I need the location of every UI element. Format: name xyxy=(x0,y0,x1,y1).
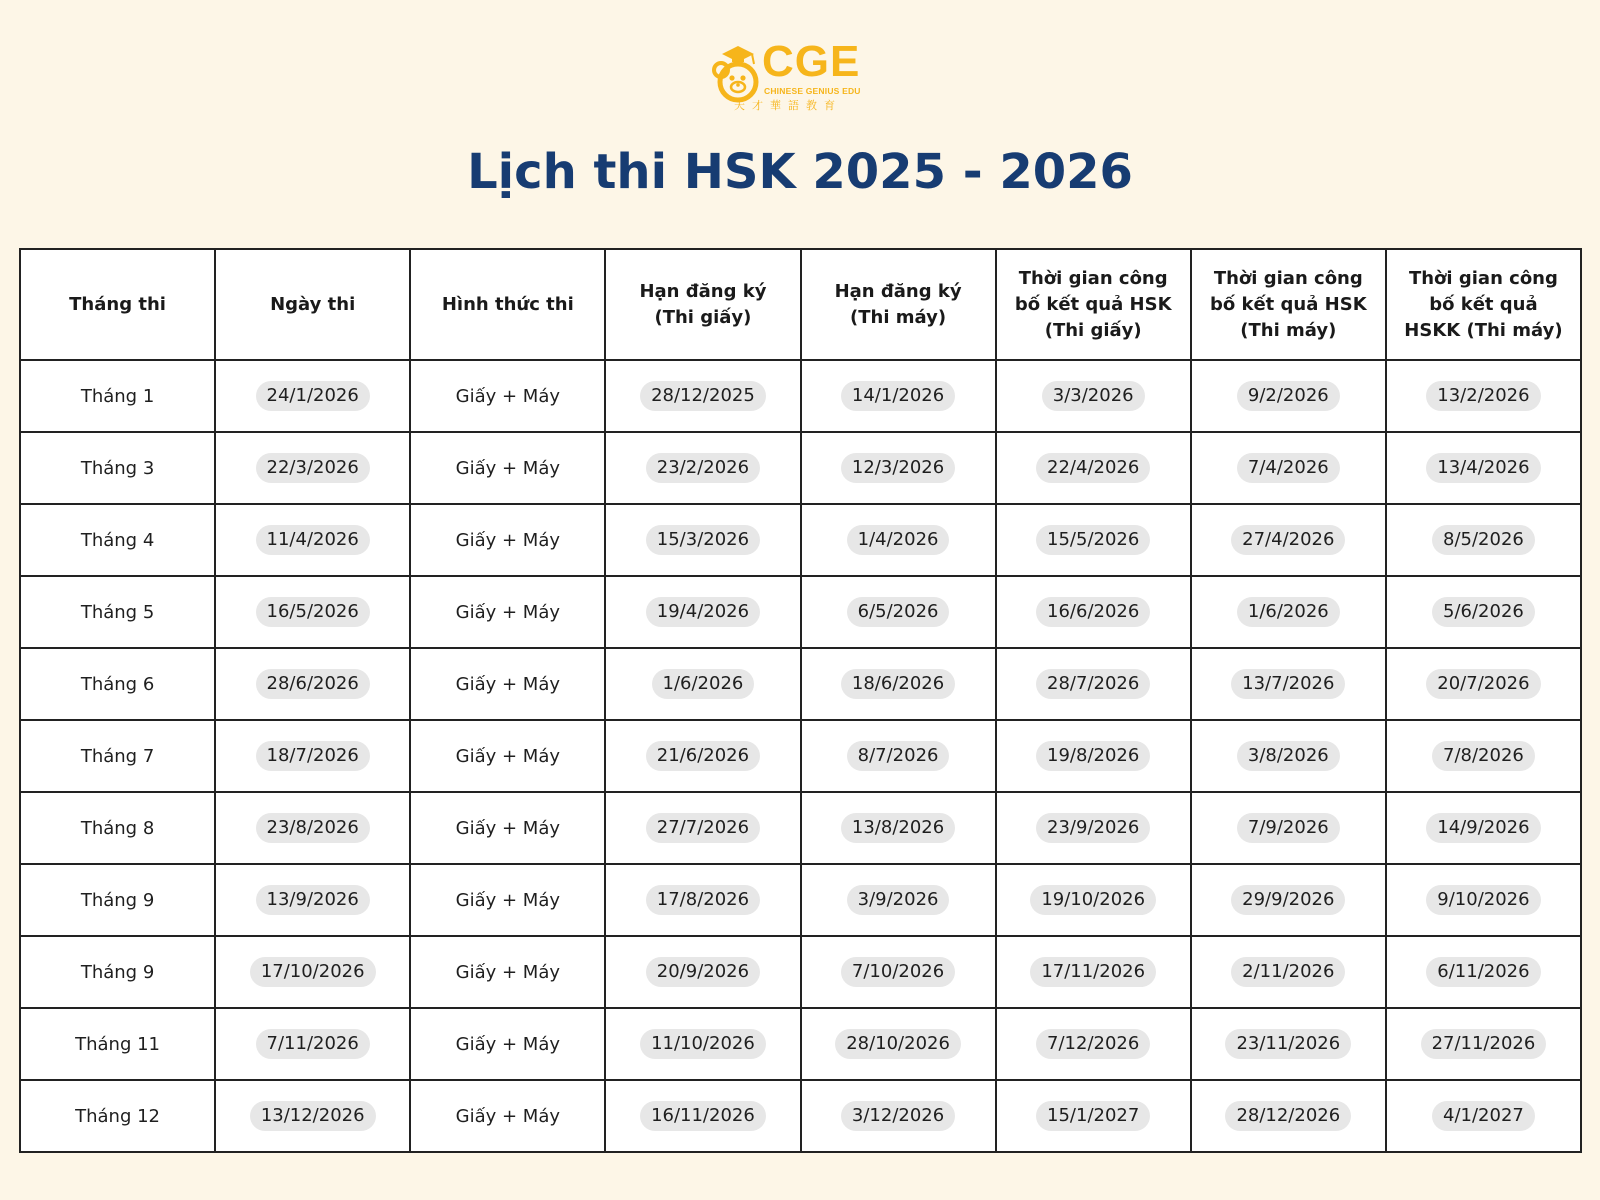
hskk-computer-result-cell xyxy=(1386,864,1581,936)
header-exam-month: Tháng thi xyxy=(20,249,215,360)
paper-deadline-cell xyxy=(605,864,800,936)
hsk-paper-result-cell xyxy=(996,936,1191,1008)
table-row xyxy=(20,1080,1581,1152)
date-badge: 9/2/2026 xyxy=(1237,381,1340,411)
date-badge: 28/6/2026 xyxy=(256,669,370,699)
month-label: Tháng 7 xyxy=(80,745,155,767)
header-paper-registration-deadline: Hạn đăng ký (Thi giấy) xyxy=(605,249,800,360)
paper-deadline-cell xyxy=(605,504,800,576)
hsk-paper-result-cell xyxy=(996,576,1191,648)
hskk-computer-result-cell xyxy=(1386,1008,1581,1080)
date-badge: 7/9/2026 xyxy=(1237,813,1340,843)
paper-deadline-cell xyxy=(605,648,800,720)
month-cell xyxy=(20,1008,215,1080)
format-cell xyxy=(410,792,605,864)
date-badge: 28/12/2025 xyxy=(640,381,766,411)
date-badge: 7/10/2026 xyxy=(841,957,955,987)
paper-deadline-cell xyxy=(605,720,800,792)
month-cell xyxy=(20,720,215,792)
hskk-computer-result-cell xyxy=(1386,720,1581,792)
date-badge: 3/8/2026 xyxy=(1237,741,1340,771)
date-badge: 16/6/2026 xyxy=(1036,597,1150,627)
table-header-row xyxy=(20,249,1581,360)
hsk-computer-result-cell xyxy=(1191,432,1386,504)
format-label: Giấy + Máy xyxy=(455,385,560,407)
date-badge: 17/10/2026 xyxy=(250,957,376,987)
format-cell xyxy=(410,432,605,504)
hsk-paper-result-cell xyxy=(996,648,1191,720)
computer-deadline-cell xyxy=(801,576,996,648)
hsk-computer-result-cell xyxy=(1191,1008,1386,1080)
table-row xyxy=(20,504,1581,576)
format-cell xyxy=(410,1080,605,1152)
date-badge: 1/6/2026 xyxy=(1237,597,1340,627)
date-badge: 22/4/2026 xyxy=(1036,453,1150,483)
date-badge: 11/4/2026 xyxy=(256,525,370,555)
exam-date-cell xyxy=(215,504,410,576)
exam-schedule-table xyxy=(19,248,1582,1153)
date-badge: 15/1/2027 xyxy=(1036,1101,1150,1131)
hsk-computer-result-cell xyxy=(1191,720,1386,792)
logo-wordmark: CGE xyxy=(762,37,861,86)
table-row xyxy=(20,720,1581,792)
hsk-paper-result-cell xyxy=(996,864,1191,936)
computer-deadline-cell xyxy=(801,864,996,936)
date-badge: 28/10/2026 xyxy=(835,1029,961,1059)
month-label: Tháng 12 xyxy=(75,1105,161,1127)
page-title: Lịch thi HSK 2025 - 2026 xyxy=(467,144,1133,200)
date-badge: 23/9/2026 xyxy=(1036,813,1150,843)
format-label: Giấy + Máy xyxy=(455,961,560,983)
hsk-paper-result-cell xyxy=(996,1008,1191,1080)
format-cell xyxy=(410,360,605,432)
format-label: Giấy + Máy xyxy=(455,673,560,695)
date-badge: 19/10/2026 xyxy=(1030,885,1156,915)
exam-date-cell xyxy=(215,1080,410,1152)
hskk-computer-result-cell xyxy=(1386,360,1581,432)
format-cell xyxy=(410,1008,605,1080)
header-hsk-computer-results: Thời gian công bố kết quả HSK (Thi máy) xyxy=(1191,249,1386,360)
hsk-paper-result-cell xyxy=(996,720,1191,792)
date-badge: 21/6/2026 xyxy=(646,741,760,771)
format-label: Giấy + Máy xyxy=(455,457,560,479)
computer-deadline-cell xyxy=(801,720,996,792)
hsk-computer-result-cell xyxy=(1191,936,1386,1008)
hsk-paper-result-cell xyxy=(996,504,1191,576)
date-badge: 8/5/2026 xyxy=(1432,525,1535,555)
format-cell xyxy=(410,648,605,720)
date-badge: 27/11/2026 xyxy=(1421,1029,1547,1059)
paper-deadline-cell xyxy=(605,432,800,504)
date-badge: 23/8/2026 xyxy=(256,813,370,843)
date-badge: 19/4/2026 xyxy=(646,597,760,627)
computer-deadline-cell xyxy=(801,1008,996,1080)
month-label: Tháng 4 xyxy=(80,529,155,551)
date-badge: 20/9/2026 xyxy=(646,957,760,987)
hsk-computer-result-cell xyxy=(1191,576,1386,648)
hsk-computer-result-cell xyxy=(1191,864,1386,936)
format-cell xyxy=(410,864,605,936)
computer-deadline-cell xyxy=(801,648,996,720)
hsk-paper-result-cell xyxy=(996,1080,1191,1152)
date-badge: 2/11/2026 xyxy=(1231,957,1345,987)
format-cell xyxy=(410,576,605,648)
hskk-computer-result-cell xyxy=(1386,648,1581,720)
month-cell xyxy=(20,504,215,576)
month-cell xyxy=(20,864,215,936)
header-hskk-computer-results: Thời gian công bố kết quả HSKK (Thi máy) xyxy=(1386,249,1581,360)
date-badge: 8/7/2026 xyxy=(847,741,950,771)
date-badge: 18/6/2026 xyxy=(841,669,955,699)
month-cell xyxy=(20,648,215,720)
hskk-computer-result-cell xyxy=(1386,936,1581,1008)
format-cell xyxy=(410,936,605,1008)
month-cell xyxy=(20,432,215,504)
date-badge: 7/11/2026 xyxy=(256,1029,370,1059)
table-row xyxy=(20,864,1581,936)
date-badge: 14/9/2026 xyxy=(1426,813,1540,843)
format-label: Giấy + Máy xyxy=(455,529,560,551)
exam-date-cell xyxy=(215,360,410,432)
date-badge: 3/3/2026 xyxy=(1042,381,1145,411)
date-badge: 7/12/2026 xyxy=(1036,1029,1150,1059)
date-badge: 13/9/2026 xyxy=(256,885,370,915)
table-row xyxy=(20,432,1581,504)
exam-date-cell xyxy=(215,720,410,792)
month-label: Tháng 6 xyxy=(80,673,155,695)
header-hsk-paper-results: Thời gian công bố kết quả HSK (Thi giấy) xyxy=(996,249,1191,360)
hsk-computer-result-cell xyxy=(1191,360,1386,432)
date-badge: 6/11/2026 xyxy=(1426,957,1540,987)
month-cell xyxy=(20,936,215,1008)
date-badge: 19/8/2026 xyxy=(1036,741,1150,771)
date-badge: 18/7/2026 xyxy=(256,741,370,771)
format-label: Giấy + Máy xyxy=(455,745,560,767)
paper-deadline-cell xyxy=(605,360,800,432)
month-label: Tháng 8 xyxy=(80,817,155,839)
exam-date-cell xyxy=(215,864,410,936)
hskk-computer-result-cell xyxy=(1386,576,1581,648)
header-computer-registration-deadline: Hạn đăng ký (Thi máy) xyxy=(801,249,996,360)
date-badge: 14/1/2026 xyxy=(841,381,955,411)
date-badge: 16/11/2026 xyxy=(640,1101,766,1131)
date-badge: 13/2/2026 xyxy=(1426,381,1540,411)
month-label: Tháng 9 xyxy=(80,889,155,911)
table-row xyxy=(20,936,1581,1008)
month-cell xyxy=(20,792,215,864)
date-badge: 13/7/2026 xyxy=(1231,669,1345,699)
paper-deadline-cell xyxy=(605,1008,800,1080)
date-badge: 20/7/2026 xyxy=(1426,669,1540,699)
table-row xyxy=(20,1008,1581,1080)
paper-deadline-cell xyxy=(605,576,800,648)
hskk-computer-result-cell xyxy=(1386,504,1581,576)
month-cell xyxy=(20,360,215,432)
date-badge: 15/5/2026 xyxy=(1036,525,1150,555)
date-badge: 5/6/2026 xyxy=(1432,597,1535,627)
hsk-paper-result-cell xyxy=(996,792,1191,864)
header-exam-date: Ngày thi xyxy=(215,249,410,360)
exam-date-cell xyxy=(215,792,410,864)
computer-deadline-cell xyxy=(801,504,996,576)
hsk-computer-result-cell xyxy=(1191,504,1386,576)
month-cell xyxy=(20,576,215,648)
logo-chinese-name: 天才華語教育 xyxy=(734,99,842,112)
month-label: Tháng 9 xyxy=(80,961,155,983)
logo-subtitle: CHINESE GENIUS EDU xyxy=(764,86,861,96)
exam-date-cell xyxy=(215,1008,410,1080)
table-row xyxy=(20,360,1581,432)
date-badge: 1/6/2026 xyxy=(652,669,755,699)
format-label: Giấy + Máy xyxy=(455,601,560,623)
table-row xyxy=(20,792,1581,864)
table-body xyxy=(20,360,1581,1152)
month-label: Tháng 5 xyxy=(80,601,155,623)
date-badge: 12/3/2026 xyxy=(841,453,955,483)
date-badge: 11/10/2026 xyxy=(640,1029,766,1059)
paper-deadline-cell xyxy=(605,936,800,1008)
hsk-computer-result-cell xyxy=(1191,648,1386,720)
hsk-computer-result-cell xyxy=(1191,1080,1386,1152)
date-badge: 3/12/2026 xyxy=(841,1101,955,1131)
date-badge: 6/5/2026 xyxy=(847,597,950,627)
exam-date-cell xyxy=(215,648,410,720)
date-badge: 29/9/2026 xyxy=(1231,885,1345,915)
exam-date-cell xyxy=(215,576,410,648)
table-row xyxy=(20,648,1581,720)
computer-deadline-cell xyxy=(801,360,996,432)
date-badge: 3/9/2026 xyxy=(847,885,950,915)
cge-logo xyxy=(712,37,872,116)
paper-deadline-cell xyxy=(605,1080,800,1152)
table-row xyxy=(20,576,1581,648)
date-badge: 27/7/2026 xyxy=(646,813,760,843)
date-badge: 1/4/2026 xyxy=(847,525,950,555)
format-label: Giấy + Máy xyxy=(455,1033,560,1055)
month-label: Tháng 11 xyxy=(75,1033,161,1055)
exam-date-cell xyxy=(215,936,410,1008)
paper-deadline-cell xyxy=(605,792,800,864)
header-exam-format: Hình thức thi xyxy=(410,249,605,360)
hsk-paper-result-cell xyxy=(996,360,1191,432)
date-badge: 17/8/2026 xyxy=(646,885,760,915)
date-badge: 22/3/2026 xyxy=(256,453,370,483)
hskk-computer-result-cell xyxy=(1386,792,1581,864)
hsk-computer-result-cell xyxy=(1191,792,1386,864)
format-label: Giấy + Máy xyxy=(455,1105,560,1127)
computer-deadline-cell xyxy=(801,432,996,504)
computer-deadline-cell xyxy=(801,792,996,864)
date-badge: 7/4/2026 xyxy=(1237,453,1340,483)
format-cell xyxy=(410,720,605,792)
date-badge: 7/8/2026 xyxy=(1432,741,1535,771)
date-badge: 28/7/2026 xyxy=(1036,669,1150,699)
month-cell xyxy=(20,1080,215,1152)
format-label: Giấy + Máy xyxy=(455,817,560,839)
date-badge: 13/8/2026 xyxy=(841,813,955,843)
date-badge: 16/5/2026 xyxy=(256,597,370,627)
date-badge: 4/1/2027 xyxy=(1432,1101,1535,1131)
date-badge: 17/11/2026 xyxy=(1030,957,1156,987)
hskk-computer-result-cell xyxy=(1386,432,1581,504)
date-badge: 13/12/2026 xyxy=(250,1101,376,1131)
month-label: Tháng 3 xyxy=(80,457,155,479)
date-badge: 15/3/2026 xyxy=(646,525,760,555)
hskk-computer-result-cell xyxy=(1386,1080,1581,1152)
format-label: Giấy + Máy xyxy=(455,889,560,911)
month-label: Tháng 1 xyxy=(80,385,155,407)
format-cell xyxy=(410,504,605,576)
date-badge: 23/11/2026 xyxy=(1225,1029,1351,1059)
date-badge: 9/10/2026 xyxy=(1426,885,1540,915)
date-badge: 27/4/2026 xyxy=(1231,525,1345,555)
hsk-paper-result-cell xyxy=(996,432,1191,504)
computer-deadline-cell xyxy=(801,936,996,1008)
computer-deadline-cell xyxy=(801,1080,996,1152)
date-badge: 23/2/2026 xyxy=(646,453,760,483)
date-badge: 24/1/2026 xyxy=(256,381,370,411)
date-badge: 28/12/2026 xyxy=(1225,1101,1351,1131)
date-badge: 13/4/2026 xyxy=(1426,453,1540,483)
exam-date-cell xyxy=(215,432,410,504)
